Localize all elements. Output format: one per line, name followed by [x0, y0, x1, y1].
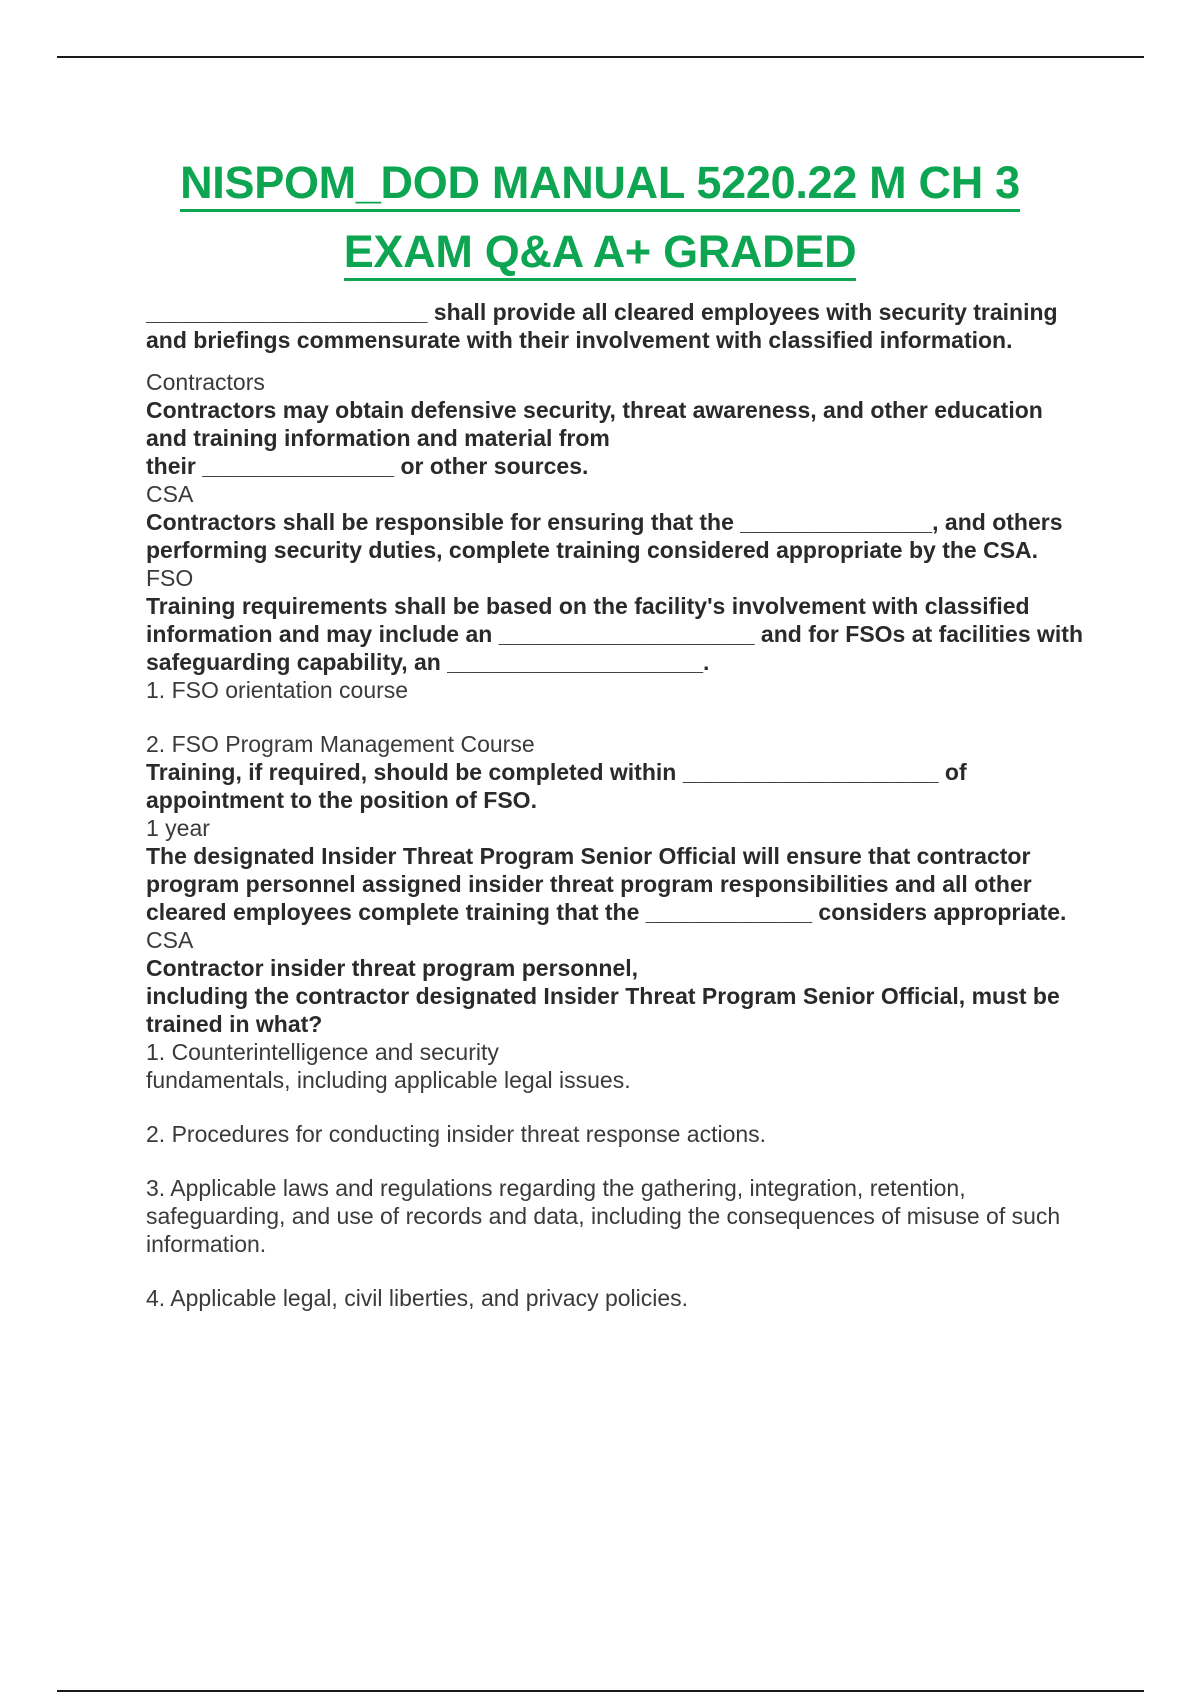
question-1: ______________________ shall provide all cleared employees with security training and briefings commensurate with their involvement with classified information.: [146, 299, 1058, 353]
answer-5: 1 year: [146, 815, 210, 841]
answer-4-item-1: 1. FSO orientation course: [146, 677, 409, 703]
answer-7-item-4: 4. Applicable legal, civil liberties, and privacy policies.: [146, 1285, 689, 1311]
answer-1: Contractors: [146, 369, 265, 395]
answer-4-item-2: 2. FSO Program Management Course: [146, 731, 535, 757]
question-2: Contractors may obtain defensive security, threat awareness, and other education and training information and material from their _______________ or other sources.: [146, 397, 1043, 479]
answer-7-item-1: 1. Counterintelligence and security fundamentals, including applicable legal issues.: [146, 1039, 631, 1093]
question-7: Contractor insider threat program personnel, including the contractor designated Insider Threat Program Senior Official, must be trained in what?: [146, 955, 1060, 1037]
qa-content: [146, 298, 1086, 1312]
document-title: [0, 148, 1200, 286]
answer-2: CSA: [146, 481, 194, 507]
answer-6: CSA: [146, 927, 194, 953]
answer-3: FSO: [146, 565, 194, 591]
question-3: Contractors shall be responsible for ensuring that the _______________, and others performing security duties, complete training considered appropriate by the CSA.: [146, 509, 1063, 563]
title-line-2: EXAM Q&A A+ GRADED: [344, 226, 857, 281]
question-6: The designated Insider Threat Program Senior Official will ensure that contractor program personnel assigned insider threat program responsibilities and all other cleared employees complete training that the _____________ considers appropriate.: [146, 843, 1067, 925]
header-rule: [57, 56, 1144, 58]
footer-rule: [57, 1690, 1144, 1692]
title-line-1: NISPOM_DOD MANUAL 5220.22 M CH 3: [180, 157, 1020, 212]
question-5: Training, if required, should be completed within ____________________ of appointment to the position of FSO.: [146, 759, 967, 813]
answer-7-item-2: 2. Procedures for conducting insider threat response actions.: [146, 1121, 767, 1147]
question-4: Training requirements shall be based on the facility's involvement with classified information and may include an ____________________ and for FSOs at facilities with safeguarding capability, an ____________________.: [146, 593, 1083, 675]
answer-7-item-3: 3. Applicable laws and regulations regarding the gathering, integration, retention, safeguarding, and use of records and data, including the consequences of misuse of such information.: [146, 1175, 1061, 1257]
